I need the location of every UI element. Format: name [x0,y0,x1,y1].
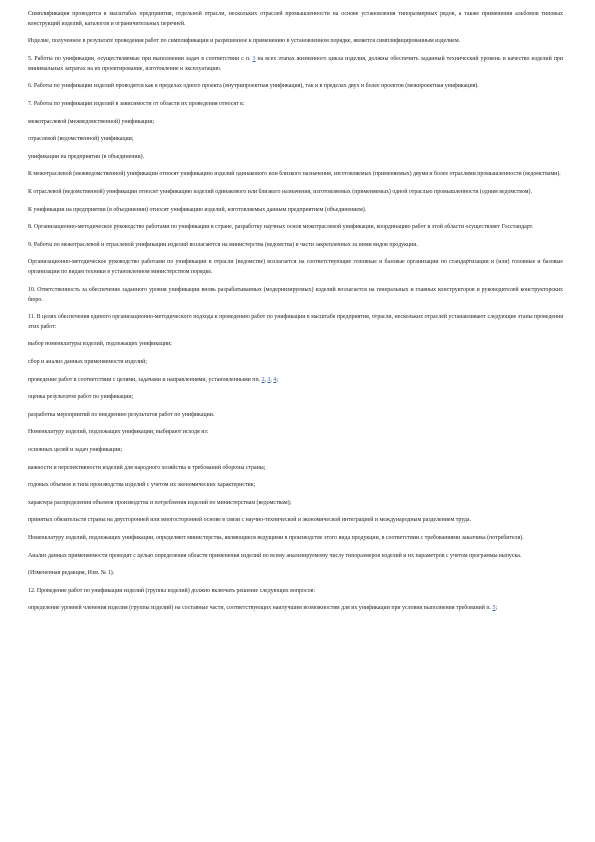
paragraph [28,135,563,145]
paragraph-text: 10. Ответственность за обеспечение заданного уровня унификации вновь разрабатываемых (модернизируемых) изделий возлагается на генеральных и главных конструкторов и руководителей конструкторских бюро. [28,286,563,303]
paragraph [28,258,563,278]
paragraph-text: годовых объемов и типа производства изделий с учетом их экономических характеристик; [28,482,256,489]
paragraph-text: 5. Работы по унификации, осуществляемые при выполнении задач в соответствии с п. [28,55,253,62]
paragraph-text: важности и перспективности изделий для народного хозяйства и требований обороны страны; [28,464,266,471]
paragraph-text: межотраслевой (межведомственной) унификации; [28,118,155,125]
paragraph-text: 11. В целях обеспечения единого организационно-методического подхода к проведению работ по унификации в масштабе предприятия, отрасли, нескольких отраслей устанавливают следующие этапы проведения этих работ: [28,314,563,330]
paragraph [28,534,563,544]
paragraph-text: определение уровней членения изделия (группы изделий) на составные части, соответствующих наилучшим возможностям для их унификации при условии выполнения требований п. [28,605,493,612]
paragraph-text: характера распределения объемов производства и потребления изделий по министерствам (ведомствам); [28,499,292,506]
paragraph [28,10,563,30]
paragraph-text: Номенклатуру изделий, подлежащих унификации, определяют министерства, являющиеся ведущими в производстве этого вида продукции, в соответствии с требованиями заказчика (потребителя). [28,535,524,542]
paragraph [28,393,563,403]
paragraph-text: выбор номенклатуры изделий, подлежащих унификации; [28,341,172,348]
paragraph [28,499,563,509]
clause-reference-link[interactable]: 3 [252,55,256,62]
paragraph [28,604,563,614]
document-body [28,10,563,622]
paragraph-text: Организационно-методическое руководство работами по унификации в отрасли (ведомстве) возлагается на соответствующие головные и базовые организации по стандартизации и (или) головные и базовые организации по видам техники в установленном министерством порядке. [28,259,563,276]
paragraph [28,241,563,251]
paragraph-text: сбор и анализ данных применяемости изделий; [28,359,147,366]
paragraph [28,188,563,198]
paragraph-text: 9. Работы по межотраслевой и отраслевой унификации изделий возлагаются на министерства (ведомства) в части закрепленных за ними видов продукции. [28,241,418,248]
paragraph [28,223,563,233]
paragraph-text: ; [276,376,278,383]
paragraph-text: ; [495,605,498,612]
paragraph-text: К унификации на предприятии (в объединении) относят унификацию изделий, изготовляемых данным предприятием (объединением). [28,206,367,213]
paragraph [28,170,563,180]
paragraph-text: унификации на предприятии (в объединении). [28,153,145,160]
paragraph [28,153,563,163]
paragraph [28,516,563,526]
paragraph-text: принятых обязательств страны на двусторонней или многосторонней основе в связи с научно-технической и экономической интеграцией и международным разделением труда. [28,517,471,524]
paragraph [28,569,563,579]
paragraph [28,340,563,350]
paragraph-text: , [270,376,274,383]
paragraph [28,118,563,128]
paragraph-text: 8. Организационно-методическое руководство работами по унификации в стране, разработку научных основ межотраслевой унификации, координацию работ в этой области осуществляет Госстандарт. [28,224,534,231]
paragraph [28,286,563,306]
clause-reference-link[interactable]: 5 [492,605,496,612]
paragraph [28,206,563,216]
paragraph [28,376,563,386]
paragraph-text: оценка результатов работ по унификации; [28,394,134,401]
paragraph [28,428,563,438]
paragraph [28,446,563,456]
paragraph-text: Анализ данных применяемости проводят с целью определения области применения изделий по всему анализируемому числу типоразмеров изделий и их параметров с учетом программы выпуска. [28,552,522,559]
paragraph-text: отраслевой (ведомственной) унификации; [28,136,134,143]
paragraph-text: К отраслевой (ведомственной) унификации относят унификацию изделий одинакового или близкого назначения, изготовляемых (применяемых) одной отраслью промышленности (одним ведомством). [28,188,532,195]
clause-reference-link[interactable]: 2 [261,376,265,383]
paragraph [28,100,563,110]
paragraph-text: Номенклатуру изделий, подлежащих унификации, выбирают исходя из: [28,429,209,436]
paragraph-text: 6. Работы по унификации изделий проводятся как в пределах одного проекта (внутрипроектная унификация), так и в пределах двух и более проектов (межпроектная унификация). [28,83,479,90]
clause-reference-link[interactable]: 4 [273,376,277,383]
paragraph-text: 12. Проведение работ по унификации изделий (группы изделий) должно включать решение следующих вопросов: [28,587,315,594]
paragraph-text: , [264,376,268,383]
paragraph-text: Изделие, полученное в результате проведения работ по симплификации и разрешенное к применению в установленном порядке, является симплифицированным изделием. [28,38,461,45]
paragraph [28,552,563,562]
paragraph-text: Симплификация проводится в масштабах предприятия, отдельной отрасли, нескольких отраслей промышленности на основе установления типоразмерных рядов, а также применения альбомов типовых конструкций изделий, каталогов и ограничительных перечней. [28,11,563,27]
paragraph-text: проведение работ в соответствии с целями, задачами и направлениями, установленными пп. [28,376,262,383]
paragraph [28,464,563,474]
paragraph [28,411,563,421]
paragraph-text: К межотраслевой (межведомственной) унификации относят унификацию изделий одинакового или близкого назначения, изготовляемых (применяемых) двумя и более отраслями промышленности (ведомствами). [28,171,561,178]
paragraph-text: основных целей и задач унификации; [28,447,123,454]
paragraph [28,587,563,597]
paragraph [28,82,563,92]
paragraph [28,358,563,368]
paragraph [28,55,563,75]
paragraph-text: (Измененная редакция, Изм. № 1). [28,570,115,577]
paragraph-text: на всех этапах жизненного цикла изделия, должны обеспечить заданный технический уровень и качество изделий при минимальных затратах на их проектирование, изготовление и эксплуатацию. [28,55,563,72]
paragraph [28,481,563,491]
paragraph [28,37,563,47]
paragraph-text: 7. Работы по унификации изделий в зависимости от области их проведения относят к: [28,100,245,107]
paragraph-text: разработка мероприятий по внедрению результатов работ по унификации. [28,411,215,418]
paragraph [28,313,563,333]
clause-reference-link[interactable]: 3 [267,376,271,383]
